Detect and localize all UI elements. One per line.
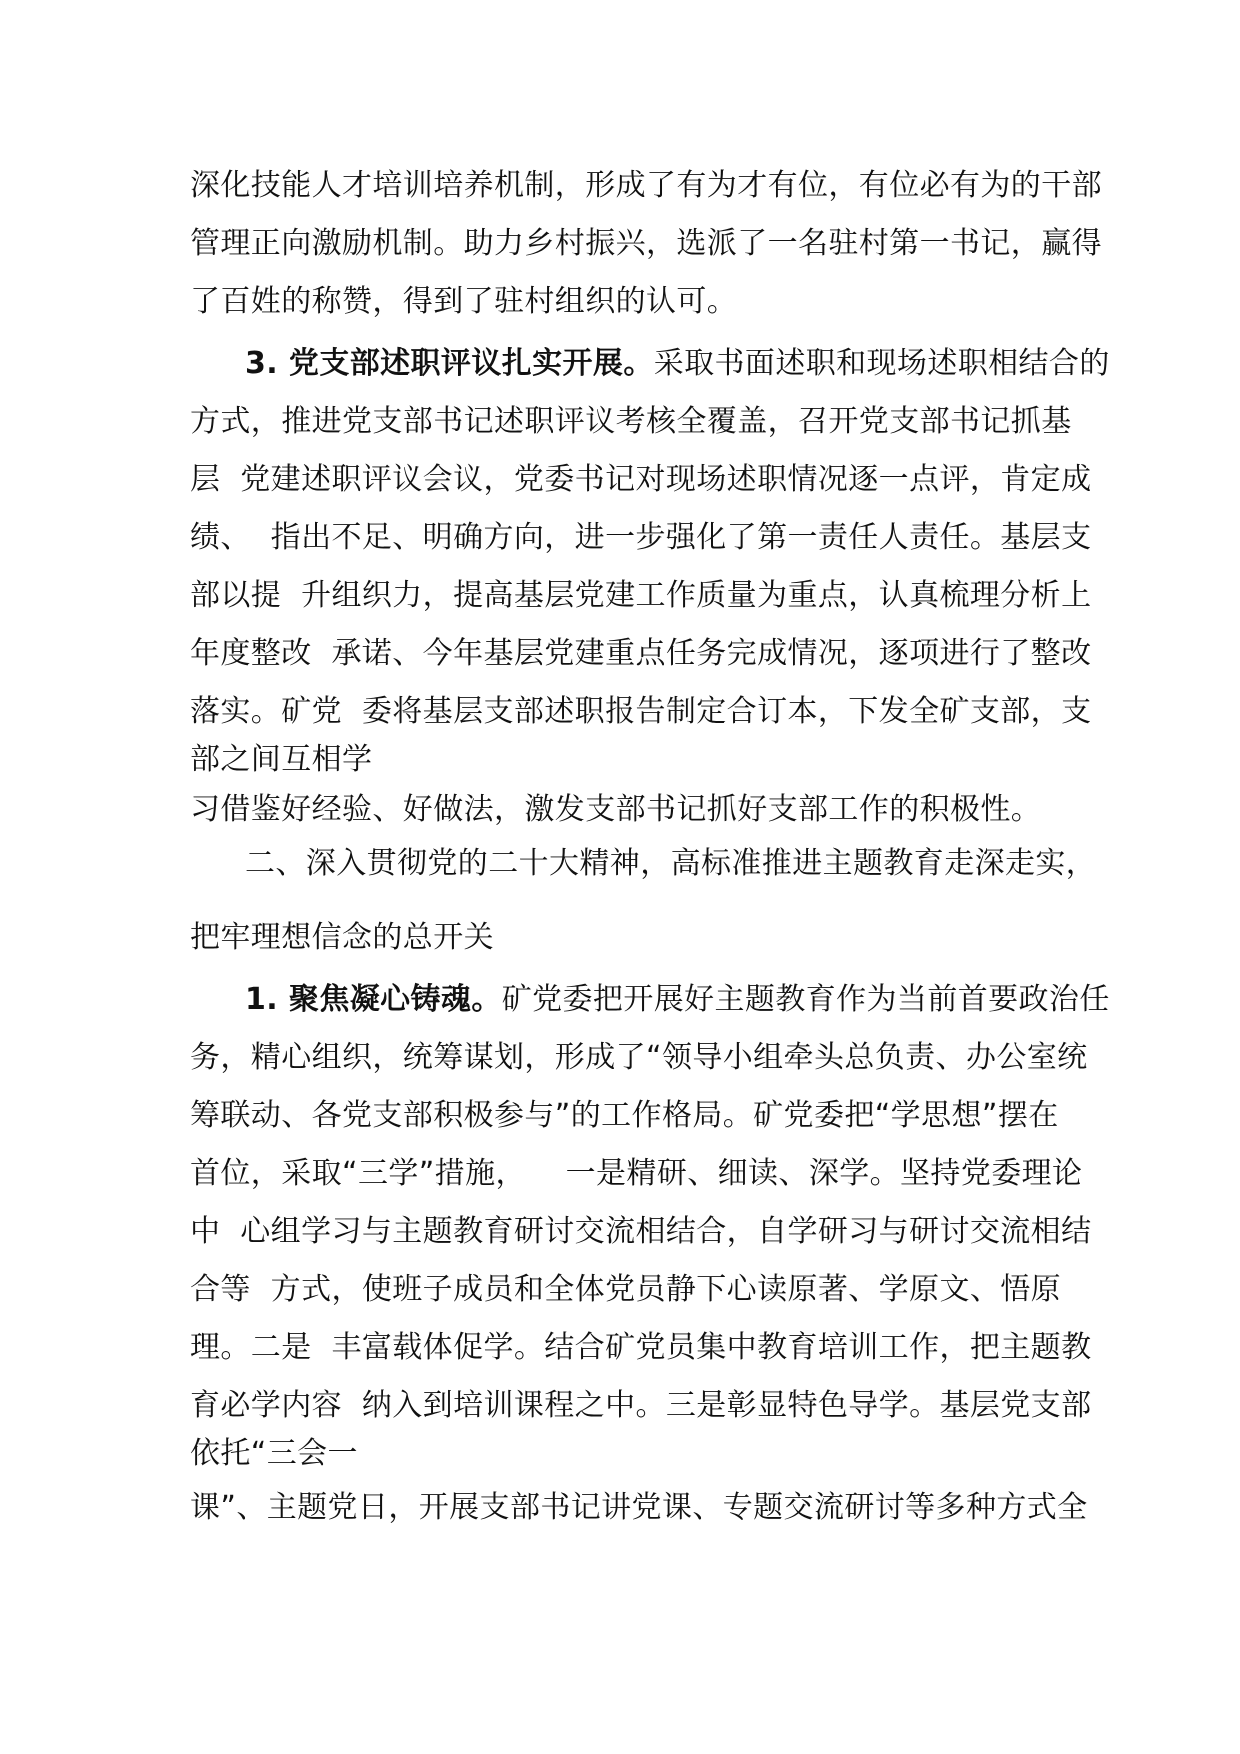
text-line: 部以提 升组织力，提高基层党建工作质量为重点，认真梳理分析上 bbox=[190, 578, 1092, 613]
text-line: 管理正向激励机制。助力乡村振兴，选派了一名驻村第一书记，赢得 bbox=[190, 226, 1102, 261]
text-line: 层 党建述职评议会议，党委书记对现场述职情况逐一点评，肯定成 bbox=[190, 462, 1092, 497]
text-line: 首位，采取“三学”措施， 一是精研、细读、深学。坚持党委理论 bbox=[190, 1156, 1083, 1191]
text-line: 合等 方式，使班子成员和全体党员静下心读原著、学原文、悟原 bbox=[190, 1272, 1062, 1307]
section-heading-3: 3. 党支部述职评议扎实开展。 bbox=[245, 346, 654, 381]
text-segment: 采取书面述职和现场述职相结合的 bbox=[653, 346, 1110, 381]
section-heading-2-cont: 把牢理想信念的总开关 bbox=[190, 920, 494, 955]
text-segment: 矿党委把开展好主题教育作为当前首要政治任 bbox=[501, 982, 1110, 1017]
section-heading-2: 二、深入贯彻党的二十大精神，高标准推进主题教育走深走实， bbox=[245, 846, 1097, 881]
text-line: 方式，推进党支部书记述职评议考核全覆盖，召开党支部书记抓基 bbox=[190, 404, 1072, 439]
text-line: 绩、 指出不足、明确方向，进一步强化了第一责任人责任。基层支 bbox=[190, 520, 1092, 555]
text-line: 部之间互相学 bbox=[190, 742, 373, 777]
text-line: 中 心组学习与主题教育研讨交流相结合，自学研习与研讨交流相结 bbox=[190, 1214, 1092, 1249]
text-line: 课”、主题党日，开展支部书记讲党课、专题交流研讨等多种方式全 bbox=[190, 1490, 1088, 1525]
paragraph-line bbox=[190, 344, 1110, 384]
text-line: 习借鉴好经验、好做法，激发支部书记抓好支部工作的积极性。 bbox=[190, 792, 1042, 827]
text-line: 了百姓的称赞，得到了驻村组织的认可。 bbox=[190, 284, 738, 319]
text-line: 理。二是 丰富载体促学。结合矿党员集中教育培训工作，把主题教 bbox=[190, 1330, 1092, 1365]
paragraph-line bbox=[190, 980, 1110, 1020]
text-line: 务，精心组织，统筹谋划，形成了“领导小组牵头总负责、办公室统 bbox=[190, 1040, 1088, 1075]
section-heading-1: 1. 聚焦凝心铸魂。 bbox=[245, 982, 502, 1017]
text-line: 依托“三会一 bbox=[190, 1436, 358, 1471]
text-line: 深化技能人才培训培养机制，形成了有为才有位，有位必有为的干部 bbox=[190, 168, 1102, 203]
text-line: 筹联动、各党支部积极参与”的工作格局。矿党委把“学思想”摆在 bbox=[190, 1098, 1059, 1133]
text-line: 落实。矿党 委将基层支部述职报告制定合订本，下发全矿支部，支 bbox=[190, 694, 1092, 729]
text-line: 年度整改 承诺、今年基层党建重点任务完成情况，逐项进行了整改 bbox=[190, 636, 1092, 671]
text-line: 育必学内容 纳入到培训课程之中。三是彰显特色导学。基层党支部 bbox=[190, 1388, 1092, 1423]
